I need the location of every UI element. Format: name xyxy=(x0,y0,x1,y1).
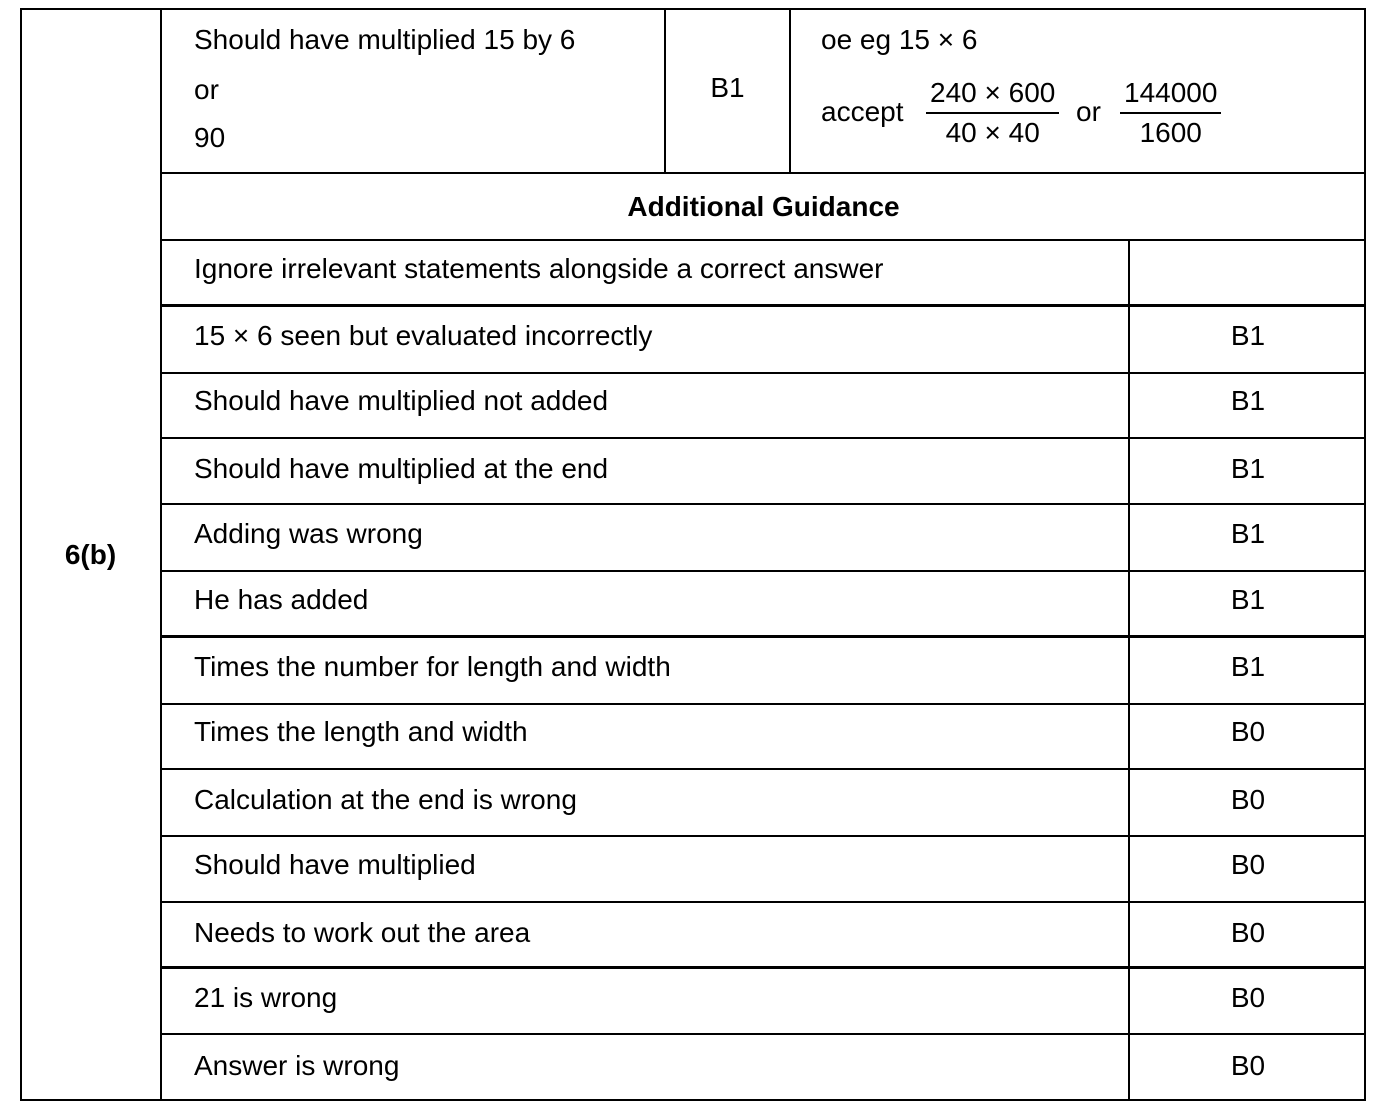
comment-text: oe eg 15 × 6 xyxy=(821,24,978,55)
row-divider xyxy=(160,570,1366,572)
guidance-row-mark: B0 xyxy=(1230,849,1266,880)
row-divider xyxy=(160,901,1366,903)
guidance-row-text: Ignore irrelevant statements alongside a correct answer xyxy=(194,253,884,284)
or-label: or xyxy=(1076,96,1101,127)
row-divider xyxy=(160,635,1366,638)
row-divider xyxy=(160,437,1366,439)
row-divider xyxy=(160,966,1366,969)
guidance-row-text: Should have multiplied at the end xyxy=(194,453,609,484)
fraction-2-denominator: 1600 xyxy=(1139,117,1202,148)
row-divider xyxy=(160,304,1366,307)
guidance-row-text: 21 is wrong xyxy=(194,982,338,1013)
guidance-row-mark: B1 xyxy=(1230,584,1266,615)
answer-line: Should have multiplied 15 by 6 xyxy=(194,24,576,55)
guidance-row-mark: B0 xyxy=(1230,716,1266,747)
row-divider xyxy=(160,372,1366,374)
fraction-2 xyxy=(1120,76,1221,150)
answer-line: 90 xyxy=(194,122,226,153)
row-divider xyxy=(160,835,1366,837)
guidance-row-mark: B1 xyxy=(1230,385,1266,416)
guidance-row-text: He has added xyxy=(194,584,369,615)
guidance-row-mark: B0 xyxy=(1230,1050,1266,1081)
mark-comment-divider xyxy=(789,8,791,174)
question-number: 6(b) xyxy=(64,538,117,570)
row-divider xyxy=(160,1033,1366,1035)
fraction-2-numerator: 144000 xyxy=(1120,76,1221,114)
guidance-row-mark: B1 xyxy=(1230,453,1266,484)
guidance-row-mark: B0 xyxy=(1230,784,1266,815)
fraction-1-denominator: 40 × 40 xyxy=(945,117,1040,148)
row-divider xyxy=(160,768,1366,770)
guidance-row-text: 15 × 6 seen but evaluated incorrectly xyxy=(194,320,653,351)
guidance-row-text: Times the number for length and width xyxy=(194,651,671,682)
row-divider xyxy=(160,703,1366,705)
guidance-row-mark: B1 xyxy=(1230,518,1266,549)
fraction-1 xyxy=(926,76,1059,150)
fraction-1-numerator: 240 × 600 xyxy=(926,76,1059,114)
guidance-row-mark: B0 xyxy=(1230,982,1266,1013)
guidance-row-mark: B1 xyxy=(1230,651,1266,682)
guidance-row-text: Should have multiplied xyxy=(194,849,476,880)
guidance-row-mark: B0 xyxy=(1230,917,1266,948)
guidance-row-text: Times the length and width xyxy=(194,716,528,747)
guidance-row-text: Should have multiplied not added xyxy=(194,385,609,416)
row-divider xyxy=(160,503,1366,505)
accept-label: accept xyxy=(821,96,904,127)
guidance-row-text: Calculation at the end is wrong xyxy=(194,784,577,815)
guidance-row-text: Adding was wrong xyxy=(194,518,423,549)
guidance-row-text: Answer is wrong xyxy=(194,1050,400,1081)
guidance-row-mark: B1 xyxy=(1230,320,1266,351)
answer-mark: B1 xyxy=(710,72,745,103)
answer-line: or xyxy=(194,74,219,105)
guidance-heading: Additional Guidance xyxy=(627,191,900,222)
guidance-row-text: Needs to work out the area xyxy=(194,917,531,948)
